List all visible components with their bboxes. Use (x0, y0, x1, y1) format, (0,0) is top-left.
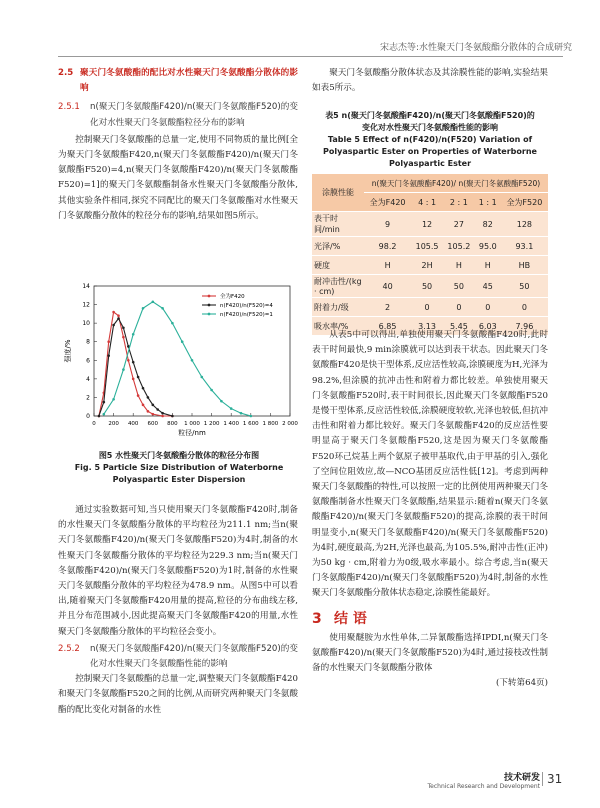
figure-caption-cn: 图5 水性聚天门冬氨酸酯分散体的粒径分布图 (98, 451, 260, 460)
right-column (312, 66, 548, 96)
x-tick-label: 200 (108, 421, 119, 427)
section-number: 2.5 (58, 68, 74, 78)
table-cell: 0 (475, 298, 501, 317)
section-title: 结 语 (334, 610, 367, 627)
legend-marker (208, 304, 211, 307)
table-cell: 45 (475, 275, 501, 298)
table-row-label: 吸水率/% (312, 317, 364, 336)
x-tick-label: 1 000 (184, 421, 200, 427)
data-point (122, 368, 125, 371)
table-cell: 105.5 (411, 237, 443, 256)
table-cell: H (364, 256, 411, 275)
data-point (147, 396, 150, 399)
table-cell: 50 (501, 275, 548, 298)
particle-size-chart (60, 278, 298, 444)
x-tick-label: 600 (147, 421, 159, 427)
y-tick-label: 12 (82, 301, 90, 309)
legend-marker (208, 313, 211, 316)
running-title: 宋志杰等:水性聚天门冬氨酸酯分散体的合成研究 (379, 43, 572, 53)
legend-label: n(F420)/n(F520)=4 (220, 303, 273, 309)
data-point (107, 340, 110, 343)
continued-note: (下转第64页) (495, 678, 548, 689)
x-tick-label: 0 (92, 421, 96, 427)
data-point (191, 359, 194, 362)
table-row (312, 212, 548, 237)
page-number: 31 (542, 772, 562, 786)
table-cell: H (443, 256, 475, 275)
paragraph: 从表5中可以得出,单独使用聚天门冬氨酸酯F420时,此时表干时间最快,9 min涂膜就可以达到表干状态。因此聚天门冬氨酸酯F420是快干型体系,反应活性较高,涂膜硬度为H,光泽为98.2%,但涂膜的抗冲击性和附着力都比较差。单独使用聚天门冬氨酸酯F520时,表干时间很长,因此聚天门冬氨酸酯F520是慢干型体系,反应活性较低,涂膜硬度较软,光泽也较低,但抗冲击性和附着力都比较好。聚天门冬氨酸酯F420的反应活性要明显高于聚天门冬氨酸酯F520,这是因为聚天门冬氨酸酯F520环己烷基上两个氨原子被甲基取代,由于甲基的引入,强化了空间位阻效应,故—NCO基团反应活性低[12]。考虑到两种聚天门冬氨酸酯的特性,可以按照一定的比例使用两种聚天门冬氨酸酯制备水性聚天门冬氨酸酯,结果显示:随着n(聚天门冬氨酸酯F420)/n(聚天门冬氨酸酯F520)的提高,涂膜的表干时间明显变小,n(聚天门冬氨酸酯F420)/n(聚天门冬氨酸酯F520)为4时,硬度最高,为2H,光泽也最高,为105.5%,耐冲击性(正冲)为50 kg · cm,附着力为0级,吸水率最小。综合考虑,当n(聚天门冬氨酸酯F420)/n(聚天门冬氨酸酯F520)为4时,制备的水性聚天门冬氨酸酯分散体状态稳定,涂膜性能最好。 (312, 330, 548, 599)
data-point (142, 387, 145, 390)
data-point (127, 359, 130, 362)
data-point (117, 317, 120, 320)
table-cell: 6.03 (475, 317, 501, 336)
section-number: 3 (312, 610, 322, 627)
table-cell: HB (501, 256, 548, 275)
x-tick-label: 2 000 (282, 421, 298, 427)
table-caption-en-2: Polyaspartic Ester on Properties of Waterborne (323, 147, 537, 156)
data-point (147, 410, 150, 413)
section-2-5-2-heading (58, 642, 298, 672)
table-row (312, 275, 548, 298)
table-cell: 6.85 (364, 317, 411, 336)
table-cell: 9 (364, 212, 411, 237)
table-cell: 2 (364, 298, 411, 317)
data-point (142, 404, 145, 407)
x-tick-label: 1 200 (203, 421, 220, 427)
header-divider (58, 56, 563, 57)
data-point (122, 336, 125, 339)
section-title: 聚天门冬氨酸酯的配比对水性聚天门冬氨酸酯分散体的影响 (80, 68, 298, 94)
table-row-label: 表干时间/min (312, 212, 364, 237)
table-caption-cn-1: 表5 n(聚天门冬氨酸酯F420)/n(聚天门冬氨酸酯F520)的 (325, 111, 535, 120)
table-cell: 93.1 (501, 237, 548, 256)
table-header-group: n(聚天门冬氨酸酯F420)/ n(聚天门冬氨酸酯F520) (364, 174, 548, 193)
data-point (142, 307, 145, 310)
table-caption (312, 110, 548, 170)
journal-footer (420, 770, 540, 790)
x-tick-label: 800 (167, 421, 178, 427)
data-point (132, 378, 135, 381)
table-row-label: 硬度 (312, 256, 364, 275)
data-point (161, 412, 164, 415)
table-row (312, 298, 548, 317)
table-cell: 82 (475, 212, 501, 237)
y-tick-label: 14 (82, 283, 90, 290)
section-2-5-heading (58, 66, 298, 96)
table-cell: 2H (411, 256, 443, 275)
table-column-header: 1 : 1 (475, 193, 501, 212)
paragraph: 控制聚天门冬氨酸酯的总量一定,调整聚天门冬氨酸酯F420和聚天门冬氨酸酯F520之间的比例,从而研究两种聚天门冬氨酸酯的配比变化对制备的水性 (58, 674, 298, 715)
y-tick-label: 6 (86, 357, 90, 365)
journal-name-cn: 技术研发 (503, 773, 540, 783)
data-point (112, 398, 115, 401)
table-cell: 50 (443, 275, 475, 298)
table-cell: H (475, 256, 501, 275)
table-row-label: 附着力/级 (312, 298, 364, 317)
legend-label: 全为F420 (220, 294, 245, 300)
paragraph: 控制聚天门冬氨酸酯的总量一定,使用不同物质的量比例[全为聚天门冬氨酸酯F420,n(聚天门冬氨酸酯F420)/n(聚天门冬氨酸酯F520)=4,n(聚天门冬氨酸酯F420)/n(聚天门冬氨酸酯F520)=1]的聚天门冬氨酸酯制备水性聚天门冬氨酸酯分散体,其他实验条件相同,探究不同配比的聚天门冬氨酸酯对水性聚天门冬氨酸酯分散体的粒径分布的影响,结果如图5所示。 (58, 134, 298, 221)
y-tick-label: 0 (86, 413, 90, 420)
table-cell: 7.96 (501, 317, 548, 336)
section-3-heading (312, 612, 548, 627)
data-point (132, 333, 135, 336)
table-cell: 95.0 (475, 237, 501, 256)
figure-caption (60, 450, 298, 486)
data-point (181, 340, 184, 343)
data-point (161, 415, 164, 418)
table-cell: 0 (443, 298, 475, 317)
data-point (171, 322, 174, 325)
x-tick-label: 1 600 (242, 421, 259, 427)
left-column-lower (58, 503, 298, 718)
data-point (230, 407, 233, 410)
table-cell: 50 (411, 275, 443, 298)
subsection-title: n(聚天门冬氨酸酯F420)/n(聚天门冬氨酸酯F520)的变化对水性聚天门冬氨酸酯性能的影响 (90, 643, 298, 670)
data-point (117, 314, 120, 317)
journal-name-en: Technical Research and Development (427, 783, 540, 790)
data-point (137, 376, 140, 379)
table-row (312, 256, 548, 275)
properties-table (312, 174, 548, 336)
data-point (171, 415, 174, 418)
table-row-label: 光泽/% (312, 237, 364, 256)
data-point (152, 404, 155, 407)
table-column-header: 2 : 1 (443, 193, 475, 212)
data-point (240, 412, 243, 415)
table-cell: 105.2 (443, 237, 475, 256)
data-point (152, 413, 155, 416)
data-point (98, 415, 101, 418)
data-point (103, 401, 106, 404)
table-column-header: 4 : 1 (411, 193, 443, 212)
x-tick-label: 1 400 (223, 421, 240, 427)
x-tick-label: 400 (127, 421, 139, 427)
subsection-title: n(聚天门冬氨酸酯F420)/n(聚天门冬氨酸酯F520)的变化对水性聚天门冬氨酸酯粒径分布的影响 (90, 102, 298, 128)
figure-caption-en-2: Polyaspartic Ester Dispersion (112, 475, 246, 484)
data-point (132, 361, 135, 364)
table-caption-en-1: Table 5 Effect of n(F420)/n(F520) Variation of (327, 135, 533, 144)
right-column-lower (312, 328, 548, 692)
legend-label: n(F420)/n(F520)=1 (220, 312, 273, 318)
data-point (156, 408, 159, 411)
subsection-number: 2.5.1 (58, 102, 80, 113)
data-point (112, 311, 115, 314)
table-cell: 0 (411, 298, 443, 317)
table-header-row (312, 174, 548, 193)
legend-marker (208, 295, 211, 298)
series-line (104, 302, 251, 416)
data-point (161, 307, 164, 310)
y-axis-label: 强度/% (64, 339, 72, 363)
table-cell: 0 (501, 298, 548, 317)
data-point (107, 354, 110, 357)
table-header-cell: 涂膜性能 (312, 174, 364, 212)
table-cell: 98.2 (364, 237, 411, 256)
subsection-number: 2.5.2 (58, 643, 80, 654)
table-cell: 128 (501, 212, 548, 237)
table-row-label: 耐冲击性/(kg · cm) (312, 275, 364, 298)
table-caption-en-3: Polyaspartic Ester (388, 159, 472, 168)
data-point (250, 415, 253, 418)
table-cell: 3.13 (411, 317, 443, 336)
paragraph: 使用聚醚胺为水性单体,二异氰酸酯选择IPDI,n(聚天门冬氨酸酯F420)/n(聚天门冬氨酸酯F520)为4时,通过接枝改性制备的水性聚天门冬氨酸酯分散体 (312, 632, 548, 674)
x-axis-label: 粒径/nm (178, 429, 206, 437)
data-point (137, 394, 140, 397)
data-point (122, 326, 125, 329)
y-tick-label: 8 (86, 338, 90, 346)
data-point (152, 300, 155, 303)
table-cell: 12 (411, 212, 443, 237)
data-point (112, 324, 115, 327)
data-point (201, 376, 204, 379)
data-point (210, 389, 213, 392)
table-column-header: 全为F420 (364, 193, 411, 212)
left-column (58, 66, 298, 224)
data-point (220, 400, 223, 403)
y-tick-label: 10 (82, 320, 90, 328)
table-row (312, 237, 548, 256)
y-tick-label: 2 (86, 394, 90, 402)
table-cell: 5.45 (443, 317, 475, 336)
paragraph: 通过实验数据可知,当只使用聚天门冬氨酸酯F420时,制备的水性聚天门冬氨酸酯分散体的平均粒径为211.1 nm;当n(聚天门冬氨酸酯F420)/n(聚天门冬氨酸酯F520)为4时,制备的水性聚天门冬氨酸酯分散体的平均粒径为229.3 nm;当n(聚天门冬氨酸酯F420)/n(聚天门冬氨酸酯F520)为1时,制备的水性聚天门冬氨酸酯分散体的平均粒径为478.9 nm。从图5中可以看出,随着聚天门冬氨酸酯F420用量的提高,粒径的分布曲线左移,并且分布范围减小,因此提高聚天门冬氨酸酯F420的用量,水性聚天门冬氨酸酯分散体的平均粒径会变小。 (58, 505, 298, 637)
y-tick-label: 4 (86, 375, 90, 383)
table-column-header: 全为F520 (501, 193, 548, 212)
table-cell: 40 (364, 275, 411, 298)
table-caption-cn-2: 变化对水性聚天门冬氨酸酯性能的影响 (362, 123, 498, 132)
section-2-5-1-heading (58, 100, 298, 130)
paragraph: 聚天门冬氨酸酯分散体状态及其涂膜性能的影响,实验结果如表5所示。 (312, 68, 548, 94)
figure-caption-en-1: Fig. 5 Particle Size Distribution of Waterborne (74, 463, 284, 472)
x-tick-label: 1 800 (262, 421, 279, 427)
data-point (103, 413, 106, 416)
table-cell: 27 (443, 212, 475, 237)
